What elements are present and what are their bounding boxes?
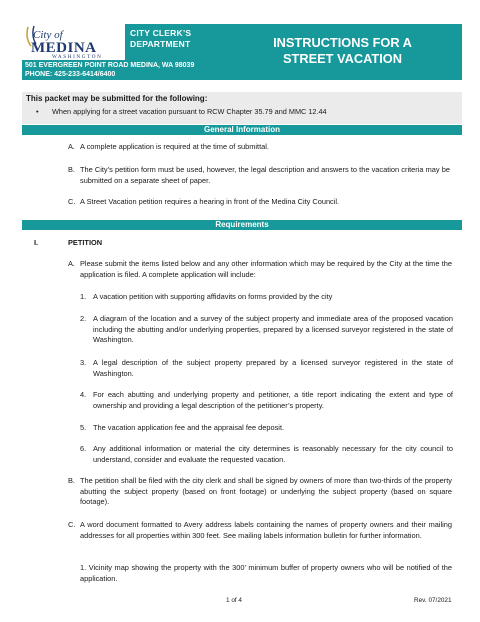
packet-item	[36, 107, 327, 116]
bullet-icon: •	[36, 107, 39, 116]
requirement-text: The petition shall be filed with the city clerk and shall be signed by owners of more than two-thirds of the property abutting the subject property (based on front footage) or underlying the subject property (based on square footage).	[80, 476, 452, 507]
title-line-2: STREET VACATION	[283, 51, 402, 66]
general-item-text: A complete application is required at the time of submittal.	[80, 142, 269, 151]
logo-name: MEDINA	[31, 40, 97, 56]
section-number: I.	[34, 238, 39, 247]
department-line-1: CITY CLERK’S	[130, 28, 192, 38]
list-item-label: 6.	[80, 444, 87, 453]
general-item-text: A Street Vacation petition requires a hearing in front of the Medina City Council.	[80, 197, 340, 206]
list-item-text: A vacation petition with supporting affidavits on forms provided by the city	[93, 292, 333, 301]
requirement-sub-item: 1. Vicinity map showing the property with the 300’ minimum buffer of property owners who will be notified of the application.	[80, 563, 452, 583]
city-logo	[22, 24, 125, 60]
section-title: PETITION	[68, 238, 103, 247]
list-item-label: 2.	[80, 314, 87, 323]
list-item-text: A legal description of the subject property prepared by a licensed surveyor registered in the state of Washington.	[93, 358, 453, 378]
logo-city-of: City of	[33, 29, 63, 41]
requirement-text: Please submit the items listed below and any other information which may be required by the City at the time the application is filed. A complete application will include:	[80, 259, 452, 279]
packet-item-text: When applying for a street vacation pursuant to RCW Chapter 35.79 and MMC 12.44	[52, 107, 327, 116]
requirements-heading: Requirements	[22, 220, 462, 230]
list-item-text: For each abutting and underlying property and petitioner, a title report indicating the extent and type of ownership and providing a legal description of the petitioner’s property.	[93, 390, 453, 410]
list-item-label: 3.	[80, 358, 87, 367]
document-title	[230, 35, 455, 67]
logo-emblem	[22, 24, 125, 60]
title-line-1: INSTRUCTIONS FOR A	[273, 35, 412, 50]
revision-date: Rev. 07/2021	[414, 597, 452, 604]
general-item-label: A.	[68, 142, 75, 151]
header-banner	[22, 24, 462, 80]
list-item-text: Any additional information or material the city determines is reasonably necessary for the city council to understand, consider and evaluate the requested vacation.	[93, 444, 453, 464]
general-item-label: B.	[68, 165, 75, 174]
list-item-text: A diagram of the location and a survey of the subject property and immediate area of the proposed vacation including the abutting and/or underlying properties, prepared by a licensed surveyor registered in the state of Washington.	[93, 314, 453, 345]
phone-text: PHONE: 425-233-6414/6400	[25, 71, 116, 78]
list-item-label: 5.	[80, 423, 87, 432]
list-item-label: 1.	[80, 292, 87, 301]
contact-info	[25, 61, 194, 79]
requirement-label: C.	[68, 520, 76, 529]
list-item-text: The vacation application fee and the appraisal fee deposit.	[93, 423, 285, 432]
general-item-text: The City’s petition form must be used, however, the legal description and answers to the vacation criteria may be submitted on a separate sheet of paper.	[80, 165, 450, 185]
packet-info-box	[22, 92, 462, 124]
logo-state: WASHINGTON	[52, 54, 103, 60]
requirement-label: A.	[68, 259, 75, 268]
requirement-text: A word document formatted to Avery address labels containing the names of property owners and their mailing addresses for all properties within 300 feet. See mailing labels information bulletin for further information.	[80, 520, 452, 540]
general-item-label: C.	[68, 197, 76, 206]
address-text: 501 EVERGREEN POINT ROAD MEDINA, WA 98039	[25, 62, 195, 69]
general-info-heading: General Information	[22, 125, 462, 135]
page-number: 1 of 4	[226, 597, 242, 604]
department-name	[130, 28, 191, 50]
requirement-label: B.	[68, 476, 75, 485]
list-item-label: 4.	[80, 390, 87, 399]
packet-title: This packet may be submitted for the following:	[26, 94, 208, 103]
department-line-2: DEPARTMENT	[130, 39, 191, 49]
